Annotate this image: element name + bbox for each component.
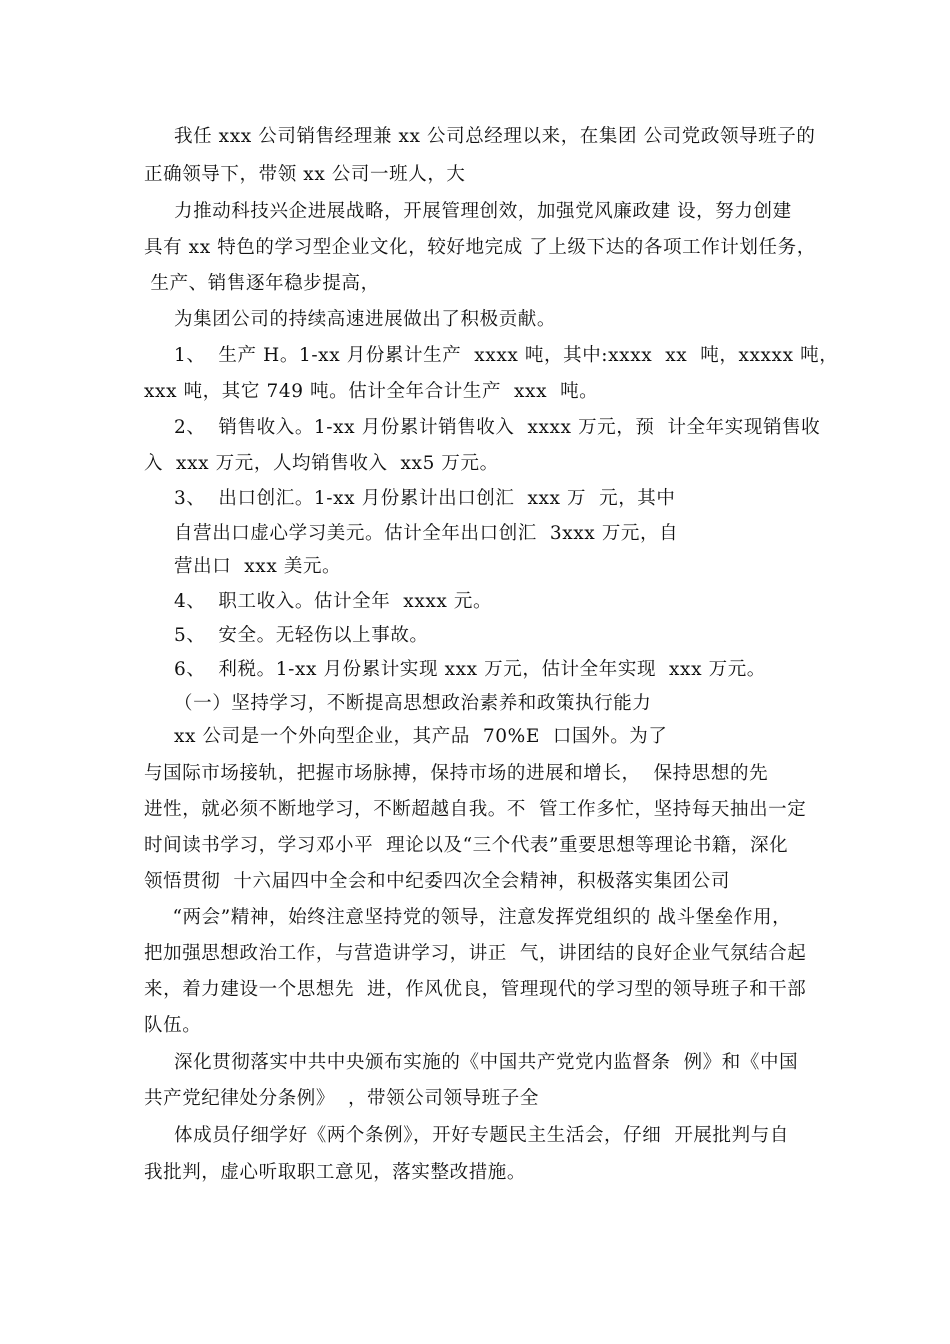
text-line: 2、 销售收入。1-xx 月份累计销售收入 xxxx 万元，预 计全年实现销售收 — [174, 417, 821, 438]
text-line: 进性，就必须不断地学习，不断超越自我。不 管工作多忙，坚持每天抽出一定 — [144, 799, 807, 820]
text-line: 我批判，虚心听取职工意见，落实整改措施。 — [144, 1162, 527, 1183]
text-line: 共产党纪律处分条例》 ，带领公司领导班子全 — [144, 1088, 539, 1109]
text-line: xxx 吨，其它 749 吨。估计全年合计生产 xxx 吨。 — [144, 381, 599, 402]
text-line: 具有 xx 特色的学习型企业文化，较好地完成 了上级下达的各项工作计划任务， — [144, 237, 816, 258]
text-line: 正确领导下，带领 xx 公司一班人，大 — [144, 164, 466, 185]
text-line: 深化贯彻落实中共中央颁布实施的《中国共产党党内监督条 例》和《中国 — [174, 1052, 799, 1073]
text-line: 入 xxx 万元，人均销售收入 xx5 万元。 — [144, 453, 499, 474]
text-line: 自营出口虚心学习美元。估计全年出口创汇 3xxx 万元，自 — [174, 523, 679, 544]
text-line: 来，着力建设一个思想先 进，作风优良，管理现代的学习型的领导班子和干部 — [144, 979, 807, 1000]
text-line: 生产、销售逐年稳步提高， — [144, 273, 380, 294]
text-line: “两会”精神，始终注意坚持党的领导，注意发挥党组织的 战斗堡垒作用， — [166, 907, 792, 928]
text-line: xx 公司是一个外向型企业，其产品 70%E 口国外。为了 — [174, 726, 668, 747]
text-line: 1、 生产 H。1-xx 月份累计生产 xxxx 吨，其中:xxxx xx 吨，xxxxx 吨， — [174, 345, 839, 366]
text-line: 与国际市场接轨，把握市场脉搏，保持市场的进展和增长， 保持思想的先 — [144, 763, 769, 784]
text-line: 力推动科技兴企进展战略，开展管理创效，加强党风廉政建 设，努力创建 — [174, 201, 792, 222]
text-line: 5、 安全。无轻伤以上事故。 — [174, 625, 429, 646]
text-line: 3、 出口创汇。1-xx 月份累计出口创汇 xxx 万 元，其中 — [174, 488, 676, 509]
text-line: 把加强思想政治工作，与营造讲学习，讲正 气，讲团结的良好企业气氛结合起 — [144, 943, 807, 964]
text-line: 时间读书学习，学习邓小平 理论以及“三个代表”重要思想等理论书籍，深化 — [144, 835, 789, 856]
section-heading: （一）坚持学习，不断提高思想政治素养和政策执行能力 — [174, 693, 652, 714]
text-line: 营出口 xxx 美元。 — [174, 556, 342, 577]
text-line: 队伍。 — [144, 1015, 202, 1036]
text-line: 为集团公司的持续高速进展做出了积极贡献。 — [174, 309, 557, 330]
text-line: 6、 利税。1-xx 月份累计实现 xxx 万元，估计全年实现 xxx 万元。 — [174, 659, 766, 680]
text-line: 我任 xxx 公司销售经理兼 xx 公司总经理以来，在集团 公司党政领导班子的 — [174, 126, 816, 147]
text-line: 领悟贯彻 十六届四中全会和中纪委四次全会精神，积极落实集团公司 — [144, 871, 730, 892]
text-line: 4、 职工收入。估计全年 xxxx 元。 — [174, 591, 493, 612]
text-line: 体成员仔细学好《两个条例》，开好专题民主生活会，仔细 开展批判与自 — [174, 1125, 789, 1146]
